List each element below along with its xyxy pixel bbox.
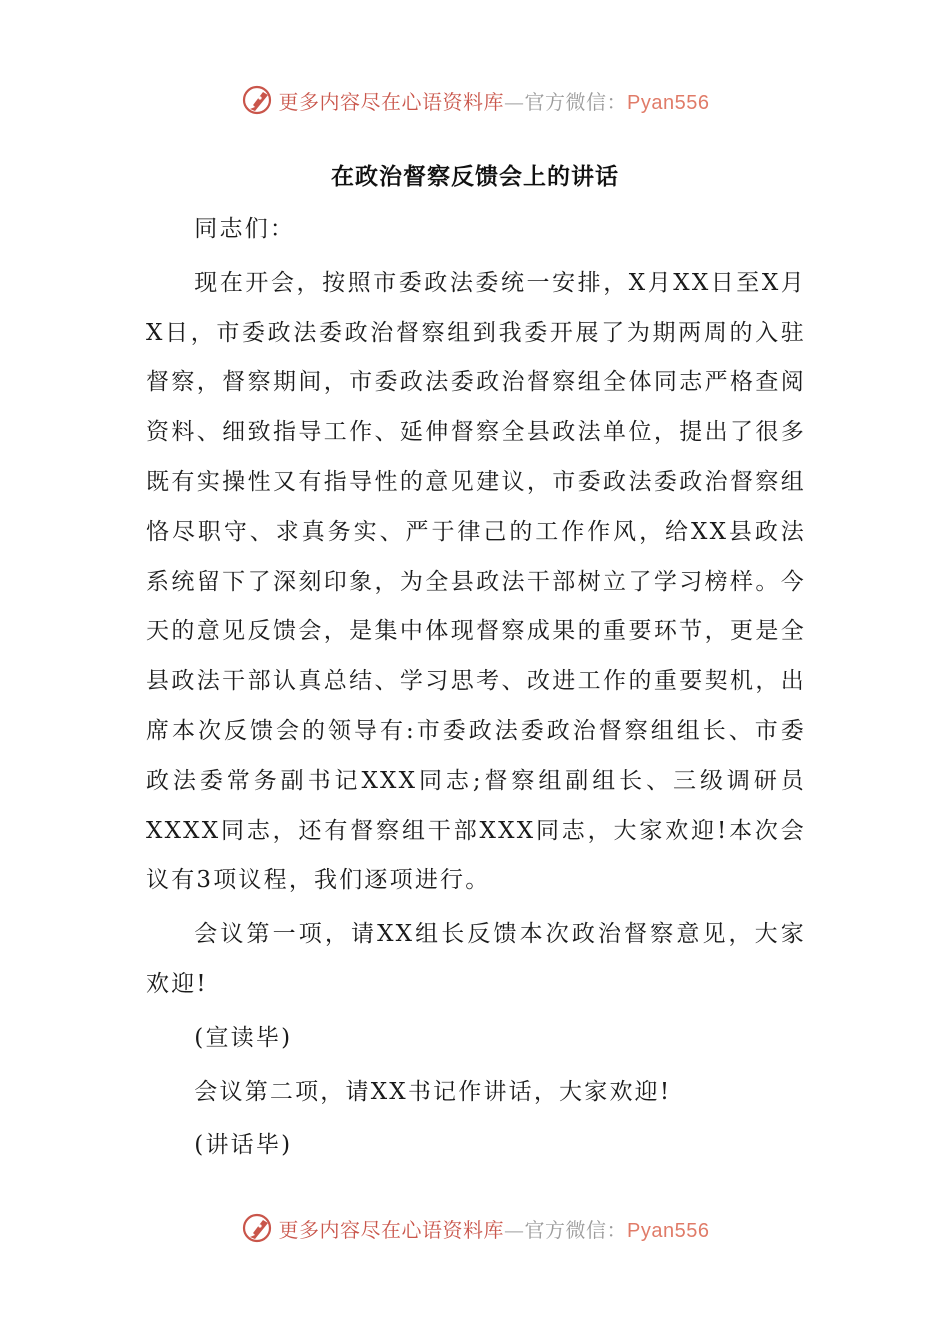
salutation: 同志们： xyxy=(194,216,296,242)
banner-text xyxy=(279,1214,710,1243)
banner-main-text: 更多内容尽在心语资料库 xyxy=(278,89,505,114)
paragraph-agenda-1: 会议第一项，请XX组长反馈本次政治督察意见，大家欢迎! xyxy=(146,921,806,997)
banner-text xyxy=(279,86,710,115)
banner-main-text: 更多内容尽在心语资料库 xyxy=(278,1217,505,1242)
footer-banner xyxy=(0,1208,950,1248)
banner-label: 官方微信： xyxy=(524,89,628,114)
pen-nib-logo-icon xyxy=(241,83,275,117)
banner-wechat-id: Pyan556 xyxy=(627,91,710,114)
banner-dash: — xyxy=(504,89,525,114)
document-title: 在政治督察反馈会上的讲话 xyxy=(331,163,619,190)
banner-dash: — xyxy=(504,1217,525,1242)
paragraph-note-2: (讲话毕) xyxy=(194,1132,293,1159)
paragraph-agenda-2: 会议第二项，请XX书记作讲话，大家欢迎! xyxy=(194,1078,672,1105)
banner-label: 官方微信： xyxy=(524,1217,628,1242)
paragraph-note-1: (宣读毕) xyxy=(194,1024,293,1051)
paragraph-intro: 现在开会，按照市委政法委统一安排，X月XX日至X月X日，市委政法委政治督察组到我委开展了为期两周的入驻督察，督察期间，市委政法委政治督察组全体同志严格查阅资料、细致指导工作、延伸督察全县政法单位，提出了很多既有实操性又有指导性的意见建议，市委政法委政治督察组恪尽职守、求真务实、严于律己的工作作风，给XX县政法系统留下了深刻印象，为全县政法干部树立了学习榜样。今天的意见反馈会，是集中体现督察成果的重要环节，更是全县政法干部认真总结、学习思考、改进工作的重要契机，出席本次反馈会的领导有:市委政法委政治督察组组长、市委政法委常务副书记XXX同志;督察组副组长、三级调研员XXXX同志，还有督察组干部XXX同志，大家欢迎!本次会议有3项议程，我们逐项进行。 xyxy=(146,269,806,894)
document-body xyxy=(146,205,806,1175)
header-banner xyxy=(0,80,950,120)
banner-wechat-id: Pyan556 xyxy=(627,1219,710,1242)
pen-nib-logo-icon xyxy=(241,1211,275,1245)
